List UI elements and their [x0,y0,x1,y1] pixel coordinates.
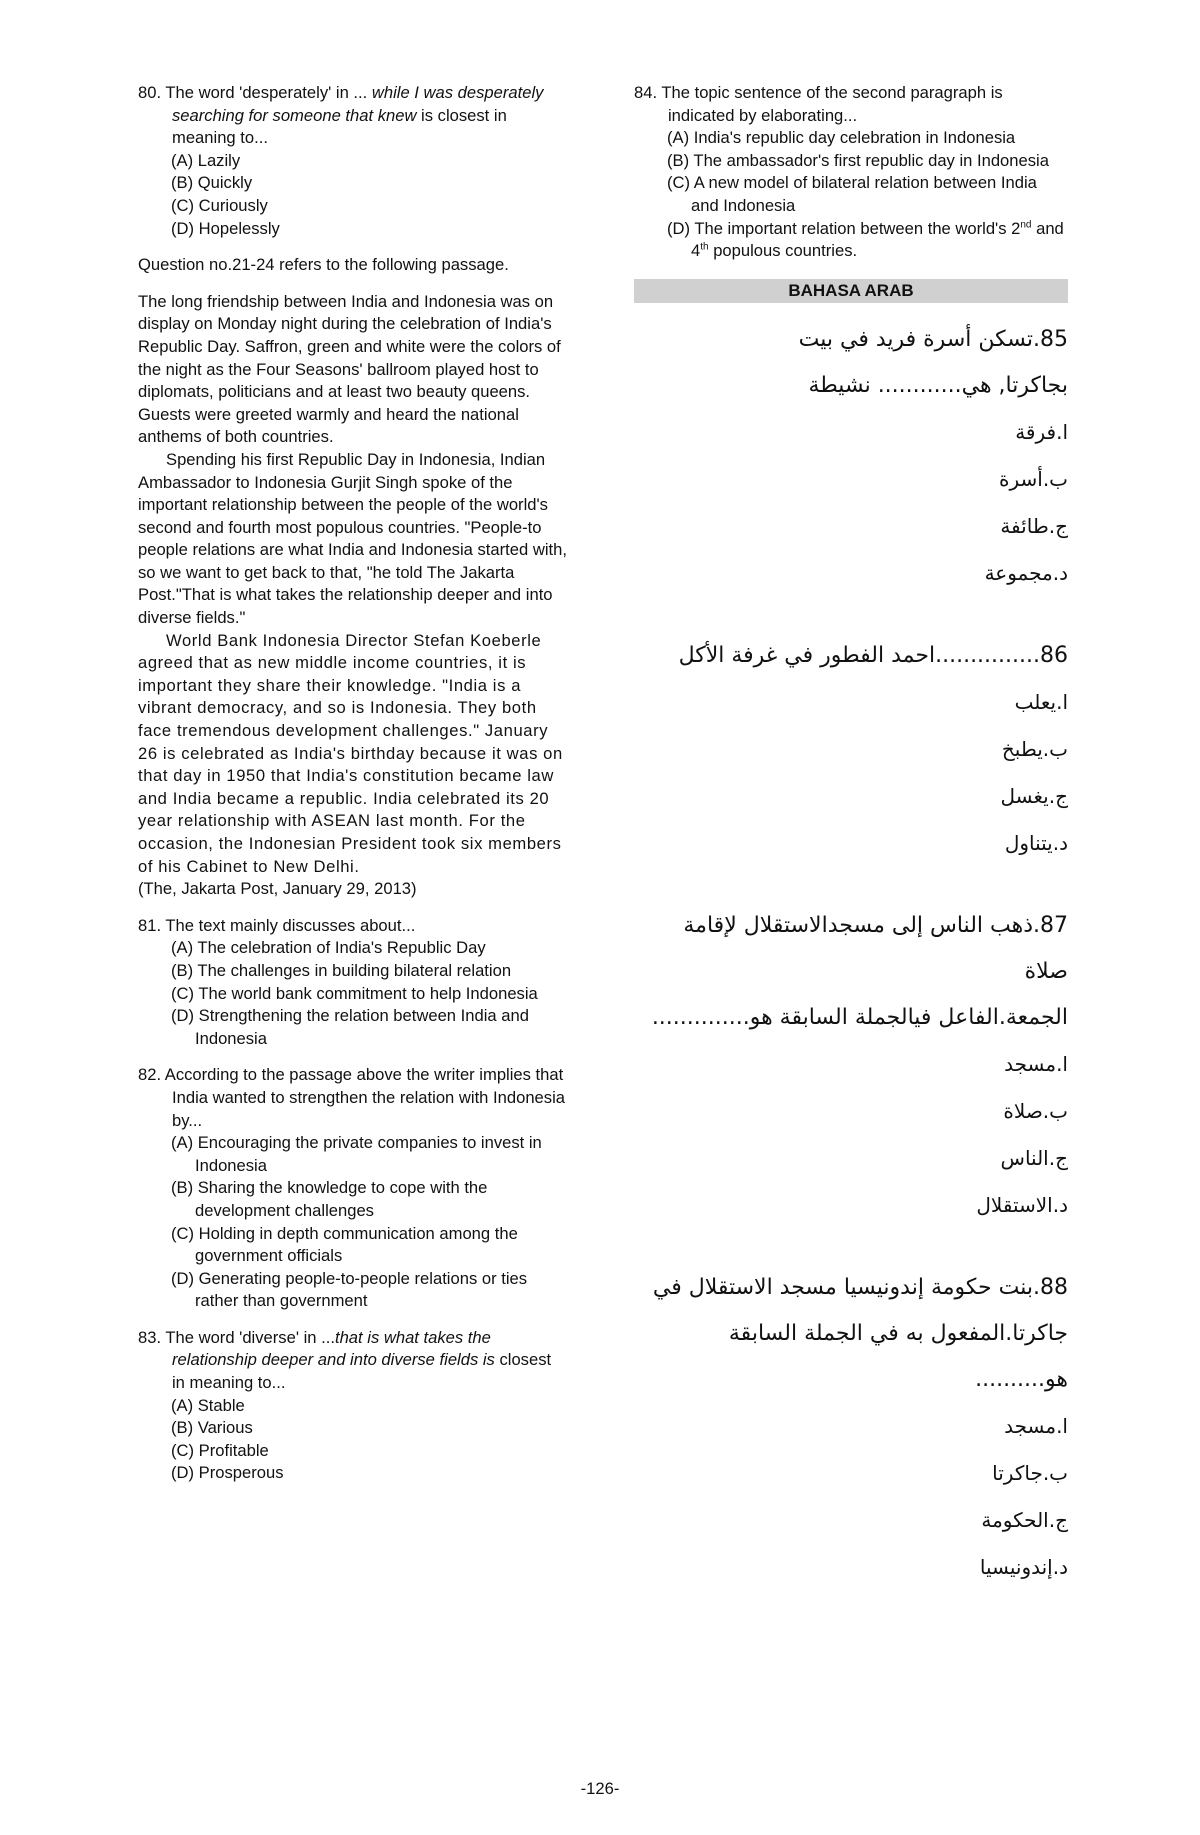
option-b: (B) Sharing the knowledge to cope with the development challenges [171,1178,488,1220]
passage-paragraph-2: Spending his first Republic Day in Indonesia, Indian Ambassador to Indonesia Gurjit Singh spoke of the important relationship between the people of the world's second and fourth most populous countries. "People-to people relations are what India and Indonesia started with, so we want to get back to that, "he told The Jakarta Post."That is what takes the relationship deeper and into diverse fields." [138,449,567,628]
option-a: (A) Encouraging the private companies to invest in Indonesia [171,1133,542,1175]
question-82 [138,1064,568,1313]
option-b: ب.أسرة [998,466,1068,491]
question-83-stem: 83. The word 'diverse' in ...that is what takes the relationship deeper and into diverse fields is closest in meaning to... [138,1327,552,1393]
page-number: -126- [580,1779,620,1798]
question-84-stem: 84. The topic sentence of the second paragraph is indicated by elaborating... [634,83,1003,125]
passage-intro: Question no.21-24 refers to the following passage. [138,255,509,275]
option-c: ج.طائفة [1000,513,1068,538]
option-a: (A) Lazily [171,150,241,170]
question-86 [634,633,1068,867]
option-b: (B) The challenges in building bilateral relation [171,960,512,980]
option-c: (C) A new model of bilateral relation between India and Indonesia [667,173,1037,215]
option-d: د.مجموعة [984,560,1068,585]
option-d: (D) Hopelessly [171,218,280,238]
option-b: ب.صلاة [1003,1098,1068,1123]
question-86-line-1: 86...............احمد الفطور في غرفة الأكل [678,642,1068,668]
option-d: د.الاستقلال [976,1192,1068,1217]
option-c: (C) The world bank commitment to help Indonesia [171,983,538,1003]
left-column [138,82,568,1485]
option-a: ا.مسجد [1004,1051,1068,1076]
option-d: (D) Generating people-to-people relations or ties rather than government [171,1268,528,1311]
question-85 [634,317,1068,597]
option-d: د.يتناول [1004,830,1068,855]
question-80-stem: 80. The word 'desperately' in ... while I was desperately searching for someone that knew is closest in meaning to... [138,83,544,148]
option-a: ا.مسجد [1004,1413,1068,1438]
question-88 [634,1265,1068,1591]
question-87-line-1: 87.ذهب الناس إلى مسجدالاستقلال لإقامة صلاة [683,912,1068,984]
question-81-stem: 81. The text mainly discusses about... [138,915,416,935]
question-81 [138,915,568,1051]
question-80 [138,82,568,240]
option-a: (A) Stable [171,1395,245,1415]
option-c: (C) Profitable [171,1440,269,1460]
reading-passage [138,291,568,901]
option-a: (A) India's republic day celebration in Indonesia [667,128,1016,148]
option-b: (B) The ambassador's first republic day in Indonesia [667,150,1049,170]
question-83 [138,1327,568,1485]
option-c: (C) Curiously [171,195,268,215]
option-c: ج.الحكومة [981,1507,1068,1532]
right-column [634,82,1068,1591]
option-b: ب.يطبخ [1001,736,1068,761]
option-b: (B) Various [171,1418,253,1438]
question-85-line-1: 85.تسكن أسرة فريد في بيت [798,326,1068,352]
option-b: ب.جاكرتا [992,1460,1068,1485]
option-c: (C) Holding in depth communication among the government officials [171,1223,518,1266]
question-82-stem: 82. According to the passage above the writer implies that India wanted to strengthen the relation with Indonesia by... [138,1065,565,1130]
passage-source: (The, Jakarta Post, January 29, 2013) [138,879,417,899]
option-c: ج.الناس [1000,1145,1068,1170]
option-d: (D) Prosperous [171,1463,284,1483]
option-b: (B) Quickly [171,173,253,193]
option-c: ج.يغسل [1000,783,1068,808]
option-a: (A) The celebration of India's Republic Day [171,938,486,958]
option-d: د.إندونيسيا [979,1554,1068,1579]
section-heading: BAHASA ARAB [634,279,1068,303]
question-88-line-2: جاكرتا.المفعول به في الجملة السابقة هو.......... [728,1320,1068,1392]
question-85-line-2: بجاكرتا, هي............ نشيطة [808,372,1068,398]
question-87-line-2: الجمعة.الفاعل فيالجملة السابقة هو.............. [651,1004,1068,1030]
passage-paragraph-3: World Bank Indonesia Director Stefan Koeberle agreed that as new middle income countries, it is important they share their knowledge. "India is a vibrant democracy, and so is Indonesia. They both face tremendous development challenges." January 26 is celebrated as India's birthday because it was on that day in 1950 that India's constitution became law and India became a republic. India celebrated its 20 year relationship with ASEAN last month. For the occasion, the Indonesian President took six members of his Cabinet to New Delhi. [138,630,563,876]
arabic-section [634,317,1068,1591]
option-d: (D) The important relation between the world's 2nd and 4th populous countries. [667,218,1064,261]
option-a: ا.فرقة [1015,419,1068,444]
question-88-line-1: 88.بنت حكومة إندونيسيا مسجد الاستقلال في [652,1274,1068,1300]
option-d: (D) Strengthening the relation between India and Indonesia [171,1006,529,1048]
option-a: ا.يعلب [1014,689,1068,714]
question-87 [634,903,1068,1229]
question-84 [634,82,1068,263]
passage-paragraph-1: The long friendship between India and Indonesia was on display on Monday night during the celebration of India's Republic Day. Saffron, green and white were the colors of the night as the Four Seasons' ballroom played host to diplomats, politicians and at least two beauty queens. Guests were greeted warmly and heard the national anthems of both countries. [138,291,561,447]
